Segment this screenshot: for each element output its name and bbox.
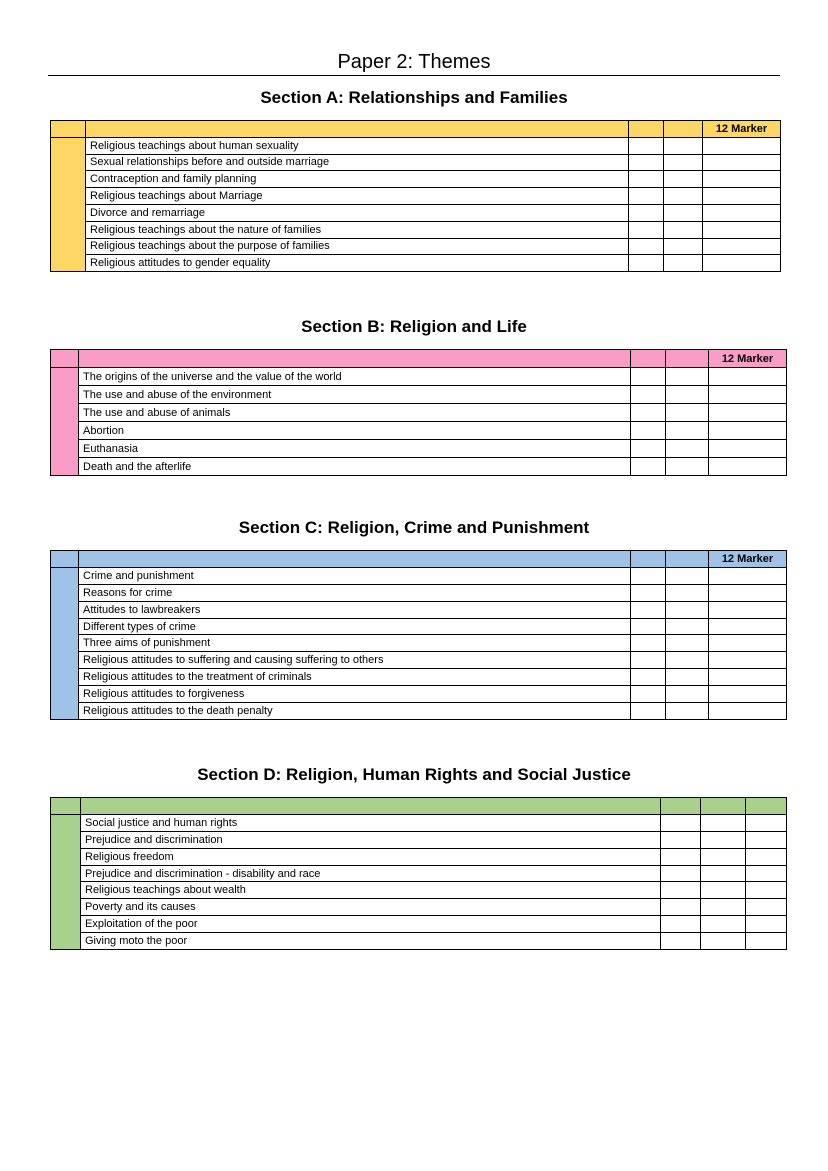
topic-row <box>51 865 787 882</box>
twelve-marker-box[interactable] <box>709 635 787 652</box>
twelve-marker-box[interactable] <box>709 386 787 404</box>
header-cell <box>631 350 666 368</box>
topic-row <box>51 618 787 635</box>
topic-row <box>51 652 787 669</box>
page-title: Paper 2: Themes <box>337 51 491 73</box>
check-box-1[interactable] <box>661 831 701 848</box>
check-box-1[interactable] <box>661 916 701 933</box>
topic-label: Religious attitudes to suffering and causing suffering to others <box>79 652 631 669</box>
topic-row <box>51 882 787 899</box>
topic-label: Religious attitudes to gender equality <box>86 255 629 272</box>
topic-label: Abortion <box>79 422 631 440</box>
topic-row <box>51 154 781 171</box>
section-a-title: Section A: Relationships and Families <box>260 88 568 107</box>
check-box-1[interactable] <box>661 848 701 865</box>
check-box-2[interactable] <box>701 865 746 882</box>
topic-row <box>51 137 781 154</box>
twelve-marker-box[interactable] <box>709 618 787 635</box>
header-cell <box>51 551 79 568</box>
check-box-2[interactable] <box>664 204 703 221</box>
check-box-1[interactable] <box>631 458 666 476</box>
twelve-marker-box[interactable] <box>746 933 787 950</box>
check-box-2[interactable] <box>666 652 709 669</box>
topic-label: Death and the afterlife <box>79 458 631 476</box>
topic-row <box>51 221 781 238</box>
twelve-marker-box[interactable] <box>703 137 781 154</box>
topic-label: Religious teachings about the purpose of families <box>86 238 629 255</box>
check-box-1[interactable] <box>661 814 701 831</box>
twelve-marker-box[interactable] <box>709 422 787 440</box>
topic-row <box>51 188 781 205</box>
check-box-1[interactable] <box>631 669 666 686</box>
topic-row <box>51 686 787 703</box>
header-cell <box>631 551 666 568</box>
topic-row <box>51 814 787 831</box>
header-cell <box>701 798 746 815</box>
topic-label: Different types of crime <box>79 618 631 635</box>
header-cell <box>666 551 709 568</box>
header-cell <box>51 121 86 138</box>
topic-label: Reasons for crime <box>79 584 631 601</box>
twelve-marker-box[interactable] <box>709 669 787 686</box>
check-box-1[interactable] <box>629 238 664 255</box>
topic-row <box>51 255 781 272</box>
header-cell <box>661 798 701 815</box>
check-box-2[interactable] <box>666 601 709 618</box>
twelve-marker-box[interactable] <box>709 440 787 458</box>
topic-row <box>51 669 787 686</box>
topic-label: Three aims of punishment <box>79 635 631 652</box>
check-box-2[interactable] <box>666 440 709 458</box>
twelve-marker-box[interactable] <box>703 221 781 238</box>
twelve-marker-box[interactable] <box>703 154 781 171</box>
title-rule <box>48 75 780 76</box>
check-box-2[interactable] <box>701 899 746 916</box>
topic-label: Attitudes to lawbreakers <box>79 601 631 618</box>
topic-row <box>51 635 787 652</box>
check-box-2[interactable] <box>664 171 703 188</box>
section-a-table <box>50 120 781 272</box>
check-box-2[interactable] <box>666 669 709 686</box>
topic-label: Religious attitudes to forgiveness <box>79 686 631 703</box>
check-box-2[interactable] <box>664 154 703 171</box>
check-box-1[interactable] <box>631 422 666 440</box>
check-box-2[interactable] <box>664 221 703 238</box>
twelve-marker-header <box>746 798 787 815</box>
section-d-title: Section D: Religion, Human Rights and Social Justice <box>197 765 631 784</box>
check-box-1[interactable] <box>631 686 666 703</box>
twelve-marker-box[interactable] <box>709 703 787 720</box>
check-box-2[interactable] <box>664 255 703 272</box>
topic-row <box>51 703 787 720</box>
topic-label: Poverty and its causes <box>81 899 661 916</box>
header-row <box>51 350 787 368</box>
check-box-1[interactable] <box>661 899 701 916</box>
header-cell <box>86 121 629 138</box>
topic-label: Religious attitudes to the treatment of criminals <box>79 669 631 686</box>
twelve-marker-header: 12 Marker <box>709 350 787 368</box>
check-box-2[interactable] <box>701 831 746 848</box>
check-box-2[interactable] <box>701 882 746 899</box>
twelve-marker-box[interactable] <box>746 814 787 831</box>
topic-label: Religious attitudes to the death penalty <box>79 703 631 720</box>
section-color-bar <box>51 137 86 271</box>
twelve-marker-box[interactable] <box>746 848 787 865</box>
twelve-marker-box[interactable] <box>709 584 787 601</box>
topic-label: Religious teachings about Marriage <box>86 188 629 205</box>
check-box-1[interactable] <box>631 584 666 601</box>
check-box-2[interactable] <box>666 618 709 635</box>
twelve-marker-box[interactable] <box>746 882 787 899</box>
topic-label: The use and abuse of the environment <box>79 386 631 404</box>
twelve-marker-box[interactable] <box>709 404 787 422</box>
topic-row <box>51 404 787 422</box>
topic-row <box>51 458 787 476</box>
check-box-1[interactable] <box>629 255 664 272</box>
header-cell <box>79 350 631 368</box>
topic-label: Prejudice and discrimination <box>81 831 661 848</box>
check-box-2[interactable] <box>666 703 709 720</box>
topic-label: Divorce and remarriage <box>86 204 629 221</box>
topic-label: Religious freedom <box>81 848 661 865</box>
topic-label: Euthanasia <box>79 440 631 458</box>
header-cell <box>666 350 709 368</box>
check-box-1[interactable] <box>629 154 664 171</box>
topic-label: Exploitation of the poor <box>81 916 661 933</box>
topic-row <box>51 440 787 458</box>
check-box-1[interactable] <box>631 404 666 422</box>
check-box-2[interactable] <box>666 404 709 422</box>
twelve-marker-box[interactable] <box>703 171 781 188</box>
check-box-2[interactable] <box>666 368 709 386</box>
twelve-marker-box[interactable] <box>709 567 787 584</box>
topic-row <box>51 933 787 950</box>
check-box-2[interactable] <box>666 458 709 476</box>
check-box-2[interactable] <box>666 686 709 703</box>
topic-row <box>51 899 787 916</box>
topic-label: Contraception and family planning <box>86 171 629 188</box>
topic-row <box>51 386 787 404</box>
section-d-table <box>50 797 787 950</box>
twelve-marker-box[interactable] <box>709 368 787 386</box>
check-box-2[interactable] <box>666 422 709 440</box>
topic-label: Social justice and human rights <box>81 814 661 831</box>
check-box-1[interactable] <box>631 703 666 720</box>
header-cell <box>51 350 79 368</box>
check-box-2[interactable] <box>701 814 746 831</box>
check-box-1[interactable] <box>661 865 701 882</box>
header-cell <box>79 551 631 568</box>
header-row <box>51 798 787 815</box>
topic-label: Giving moto the poor <box>81 933 661 950</box>
section-color-bar <box>51 567 79 719</box>
check-box-1[interactable] <box>631 440 666 458</box>
topic-label: The origins of the universe and the value of the world <box>79 368 631 386</box>
check-box-1[interactable] <box>631 652 666 669</box>
topic-row <box>51 171 781 188</box>
topic-row <box>51 238 781 255</box>
twelve-marker-box[interactable] <box>703 188 781 205</box>
twelve-marker-box[interactable] <box>709 458 787 476</box>
check-box-1[interactable] <box>629 188 664 205</box>
check-box-2[interactable] <box>701 933 746 950</box>
topic-row <box>51 368 787 386</box>
section-color-bar <box>51 814 81 949</box>
topic-row <box>51 422 787 440</box>
topic-label: Religious teachings about the nature of families <box>86 221 629 238</box>
check-box-2[interactable] <box>701 916 746 933</box>
topic-row <box>51 601 787 618</box>
twelve-marker-box[interactable] <box>746 899 787 916</box>
check-box-2[interactable] <box>666 584 709 601</box>
twelve-marker-box[interactable] <box>703 238 781 255</box>
check-box-1[interactable] <box>631 386 666 404</box>
section-b-title: Section B: Religion and Life <box>301 317 527 336</box>
check-box-1[interactable] <box>631 618 666 635</box>
twelve-marker-header: 12 Marker <box>703 121 781 138</box>
section-color-bar <box>51 368 79 476</box>
topic-row <box>51 848 787 865</box>
topic-label: Crime and punishment <box>79 567 631 584</box>
check-box-2[interactable] <box>666 386 709 404</box>
twelve-marker-box[interactable] <box>703 255 781 272</box>
check-box-1[interactable] <box>661 933 701 950</box>
topic-row <box>51 831 787 848</box>
check-box-2[interactable] <box>664 238 703 255</box>
twelve-marker-box[interactable] <box>746 916 787 933</box>
twelve-marker-box[interactable] <box>746 865 787 882</box>
topic-row <box>51 584 787 601</box>
check-box-1[interactable] <box>661 882 701 899</box>
check-box-2[interactable] <box>664 188 703 205</box>
header-row <box>51 121 781 138</box>
twelve-marker-box[interactable] <box>709 652 787 669</box>
check-box-1[interactable] <box>629 221 664 238</box>
topic-label: The use and abuse of animals <box>79 404 631 422</box>
check-box-2[interactable] <box>666 567 709 584</box>
check-box-1[interactable] <box>629 171 664 188</box>
topic-label: Religious teachings about human sexuality <box>86 137 629 154</box>
topic-label: Sexual relationships before and outside marriage <box>86 154 629 171</box>
section-c-table <box>50 550 787 720</box>
check-box-1[interactable] <box>631 601 666 618</box>
header-cell <box>664 121 703 138</box>
check-box-1[interactable] <box>631 567 666 584</box>
check-box-1[interactable] <box>629 204 664 221</box>
header-cell <box>51 798 81 815</box>
twelve-marker-box[interactable] <box>703 204 781 221</box>
topic-label: Religious teachings about wealth <box>81 882 661 899</box>
section-c-title: Section C: Religion, Crime and Punishment <box>238 518 590 537</box>
check-box-2[interactable] <box>664 137 703 154</box>
check-box-1[interactable] <box>631 368 666 386</box>
topic-label: Prejudice and discrimination - disability and race <box>81 865 661 882</box>
twelve-marker-header: 12 Marker <box>709 551 787 568</box>
header-cell <box>629 121 664 138</box>
twelve-marker-box[interactable] <box>746 831 787 848</box>
topic-row <box>51 567 787 584</box>
check-box-2[interactable] <box>701 848 746 865</box>
topic-row <box>51 204 781 221</box>
check-box-1[interactable] <box>631 635 666 652</box>
header-row <box>51 551 787 568</box>
twelve-marker-box[interactable] <box>709 686 787 703</box>
header-cell <box>81 798 661 815</box>
section-b-table <box>50 349 787 476</box>
topic-row <box>51 916 787 933</box>
check-box-1[interactable] <box>629 137 664 154</box>
twelve-marker-box[interactable] <box>709 601 787 618</box>
check-box-2[interactable] <box>666 635 709 652</box>
